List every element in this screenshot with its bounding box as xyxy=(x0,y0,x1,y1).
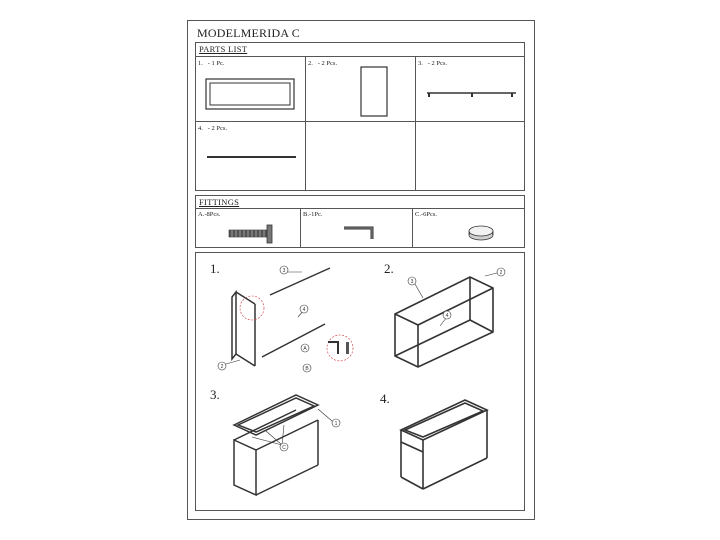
step-1-diagram xyxy=(200,262,370,382)
step-4-diagram xyxy=(395,392,495,504)
fittings-header: FITTINGS xyxy=(199,197,240,207)
bolt-icon xyxy=(228,224,276,244)
upper-bar-part-drawing xyxy=(426,90,518,100)
callout-4: 4 xyxy=(445,313,449,319)
callout-3: 3 xyxy=(282,268,286,274)
callout-1: 1 xyxy=(334,421,338,427)
fitting-b-label: B.-1Pc. xyxy=(303,211,323,218)
callout-2: 2 xyxy=(220,364,224,370)
lower-bar-part-drawing xyxy=(206,154,298,160)
callout-2: 2 xyxy=(499,270,503,276)
step-2-number: 2. xyxy=(384,261,394,276)
step-4-number: 4. xyxy=(380,391,390,406)
side-frame-part-drawing xyxy=(360,66,390,118)
step-1-number: 1. xyxy=(210,261,220,276)
callout-b: B xyxy=(305,366,309,372)
parts-list-header: PARTS LIST xyxy=(199,44,248,54)
model-title: MODELMERIDA C xyxy=(197,26,300,40)
callout-3: 3 xyxy=(410,279,414,285)
step-3-diagram xyxy=(222,385,352,505)
step-3-number: 3. xyxy=(210,387,220,402)
tabletop-part-drawing xyxy=(205,78,295,110)
fitting-a-label: A.-8Pcs. xyxy=(198,211,221,218)
callout-a: A xyxy=(303,346,307,352)
allen-key-icon xyxy=(342,224,378,242)
fitting-c-label: C.-6Pcs. xyxy=(415,211,438,218)
step-2-diagram xyxy=(385,262,520,380)
callout-c: C xyxy=(282,445,286,451)
callout-4: 4 xyxy=(302,307,306,313)
cap-disc-icon xyxy=(468,222,496,242)
